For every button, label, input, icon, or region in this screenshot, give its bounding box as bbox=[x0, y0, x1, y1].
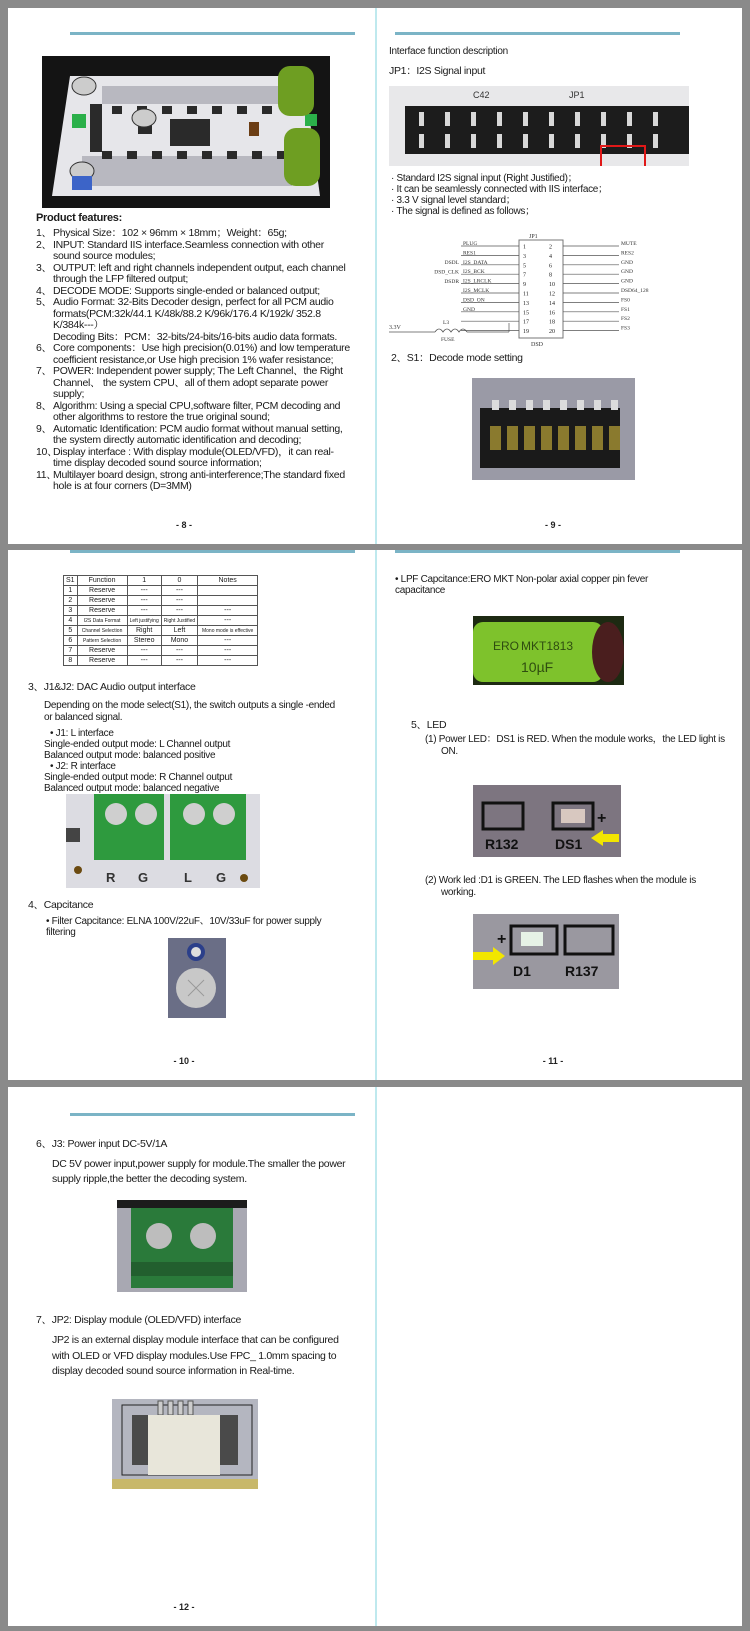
signal-label: MUTE bbox=[621, 241, 637, 247]
table-cell: Mono mode is effective bbox=[198, 626, 258, 636]
table-cell: Reserve bbox=[77, 656, 127, 666]
pin-number: 18 bbox=[549, 319, 555, 326]
jp1-pinout-diagram bbox=[389, 228, 689, 348]
table-cell: --- bbox=[198, 616, 258, 626]
header-pin bbox=[445, 134, 450, 148]
j1-j2-terminal-photo bbox=[66, 794, 260, 888]
table-cell: Channel Selection bbox=[77, 626, 127, 636]
s1-settings-table bbox=[63, 575, 258, 666]
feature-item: 8、 Algorithm: Using a special CPU,software filter, PCM decoding and other algorithms to restore the true original sound; bbox=[36, 399, 341, 423]
page-13-blank bbox=[377, 1087, 744, 1626]
terminal-label-g2: G bbox=[216, 870, 227, 885]
header-pin bbox=[653, 112, 658, 126]
header-pin bbox=[419, 112, 424, 126]
terminal-block-illustration bbox=[66, 794, 260, 888]
dip-switch-lever bbox=[541, 426, 552, 450]
feature-item: 7、 POWER: Independent power supply; The Left Channel、the Right Channel、 the system CPU、all of them adopt separate power supply; bbox=[36, 365, 343, 400]
jp2-title: 7、JP2: Display module (OLED/VFD) interface bbox=[36, 1314, 242, 1326]
bullet-item: · The signal is defined as follows； bbox=[391, 206, 535, 217]
table-cell: --- bbox=[127, 596, 161, 606]
header-pin bbox=[523, 134, 528, 148]
pin-number: 14 bbox=[549, 300, 555, 307]
mkt-capacitor-illustration bbox=[473, 616, 624, 685]
j3-power-terminal-photo bbox=[117, 1200, 247, 1292]
table-cell: I2S Data Format bbox=[77, 616, 127, 626]
feature-number: 1、 bbox=[36, 227, 52, 239]
pin-number: 4 bbox=[549, 253, 552, 260]
table-cell: 2 bbox=[64, 596, 78, 606]
table-cell: 7 bbox=[64, 646, 78, 656]
header-pin bbox=[471, 134, 476, 148]
dip-switch-lever bbox=[575, 426, 586, 450]
feature-number: 9、 bbox=[36, 422, 52, 435]
header-pin bbox=[497, 134, 502, 148]
feature-item: 4、 DECODE MODE: Supports single-ended or balanced output; bbox=[36, 284, 320, 297]
power-led-description: (1) Power LED：DS1 is RED. When the module works，the LED light is ON. bbox=[425, 734, 725, 757]
header-pin bbox=[653, 134, 658, 148]
jp1-title: JP1：I2S Signal input bbox=[389, 65, 486, 77]
fpc-connector-illustration bbox=[112, 1399, 258, 1489]
feature-item: 3、 OUTPUT: left and right channels independent output, each channel through the LFP filtered output; bbox=[36, 261, 346, 285]
table-cell: --- bbox=[127, 646, 161, 656]
power-led-photo bbox=[473, 785, 621, 857]
connector-header-label: JP1 bbox=[529, 234, 538, 240]
bullet-item: · 3.3 V signal level standard； bbox=[391, 195, 516, 206]
pin-number: 5 bbox=[523, 263, 526, 270]
r132-label: R132 bbox=[485, 836, 519, 852]
plus-label: + bbox=[497, 931, 507, 948]
signal-label: DSD64_128 bbox=[621, 288, 649, 294]
feature-item: Decoding Bits：PCM：32-bits/24-bits/16-bits audio data formats. bbox=[53, 330, 338, 343]
signal-label: GND bbox=[463, 306, 475, 313]
work-led-description: (2) Work led :D1 is GREEN. The LED flashes when the module is working. bbox=[425, 875, 696, 898]
table-row bbox=[64, 636, 258, 646]
header-rule bbox=[395, 550, 680, 553]
feature-number: 6、 bbox=[36, 342, 52, 354]
pin-number: 11 bbox=[523, 291, 529, 298]
table-cell: Right bbox=[127, 626, 161, 636]
pin-number: 3 bbox=[523, 253, 526, 260]
table-cell: Reserve bbox=[77, 586, 127, 596]
signal-label: GND bbox=[621, 278, 633, 285]
pin-number: 2 bbox=[549, 244, 552, 251]
table-cell: 3 bbox=[64, 606, 78, 616]
table-cell: --- bbox=[127, 656, 161, 666]
feature-item: 6、 Core components：Use high precision(0.01%) and low temperature coefficient resistance,or Use high precision 1% wafer resistance; bbox=[36, 342, 350, 366]
mkt-label: MKT1813 bbox=[521, 639, 574, 653]
page-number: - 12 - bbox=[173, 1602, 195, 1612]
spread-row-3 bbox=[8, 1087, 742, 1626]
page-9 bbox=[377, 8, 744, 544]
dip-switch-lever bbox=[524, 426, 535, 450]
dip-switch-lever bbox=[507, 426, 518, 450]
signal-label: FS2 bbox=[621, 316, 630, 323]
feature-number: 2、 bbox=[36, 238, 52, 251]
power-terminal-illustration bbox=[117, 1200, 247, 1292]
pin-number: 19 bbox=[523, 329, 529, 336]
pin-number: 6 bbox=[549, 263, 552, 270]
j3-description: DC 5V power input,power supply for module.The smaller the power supply ripple,the better the decoding system. bbox=[52, 1158, 346, 1185]
signal-label: GND bbox=[621, 259, 633, 266]
s1-dip-switch-photo bbox=[472, 378, 635, 480]
spread-row-2 bbox=[8, 550, 742, 1080]
header-rule bbox=[70, 550, 355, 553]
bullet-item: · It can be seamlessly connected with IIS interface； bbox=[391, 184, 608, 195]
plus-label: + bbox=[597, 810, 607, 827]
inductor-label: L3 bbox=[443, 320, 450, 326]
pin-number: 1 bbox=[523, 244, 526, 251]
header-pin bbox=[575, 112, 580, 126]
feature-number: 3、 bbox=[36, 261, 52, 274]
dsd-label: DSDR bbox=[444, 278, 459, 285]
table-row bbox=[64, 626, 258, 636]
feature-item: 10、 Display interface : With display module(OLED/VFD)，it can real-time display decoded sound source information; bbox=[36, 445, 334, 469]
table-cell: Left bbox=[161, 626, 197, 636]
table-cell: Pattern Selection bbox=[77, 636, 127, 646]
dip-switch-lever bbox=[490, 426, 501, 450]
table-cell: --- bbox=[161, 596, 197, 606]
led-title: 5、LED bbox=[411, 719, 447, 731]
feature-number: 8、 bbox=[36, 399, 52, 412]
table-cell: --- bbox=[161, 606, 197, 616]
value-label: 10µF bbox=[521, 659, 554, 675]
table-cell: --- bbox=[161, 646, 197, 656]
dip-switch-lever bbox=[592, 426, 603, 450]
header-rule bbox=[395, 32, 680, 35]
ero-label: ERO bbox=[493, 639, 520, 653]
feature-number: 5、 bbox=[36, 296, 52, 308]
s1-title: 2、S1：Decode mode setting bbox=[391, 352, 523, 364]
jp1-header-illustration bbox=[389, 86, 689, 166]
jp2-description: JP2 is an external display module interface that can be configured with OLED or VFD display modules.Use FPC_ 1.0mm spacing to display decoded sound source information in Real-time. bbox=[52, 1334, 339, 1377]
table-cell: 6 bbox=[64, 636, 78, 646]
d1-led-illustration bbox=[473, 914, 619, 989]
header-pin bbox=[549, 134, 554, 148]
signal-label: DSD_ON bbox=[463, 297, 485, 304]
table-cell: Left justifying bbox=[127, 616, 161, 626]
lpf-capacitor-photo bbox=[473, 616, 624, 685]
table-cell: Reserve bbox=[77, 596, 127, 606]
page-11 bbox=[377, 550, 744, 1080]
j3-title: 6、J3: Power input DC-5V/1A bbox=[36, 1138, 168, 1150]
table-cell: --- bbox=[198, 636, 258, 646]
dip-switch-illustration bbox=[472, 378, 635, 480]
pin-number: 17 bbox=[523, 319, 529, 326]
page-number: - 8 - bbox=[175, 520, 192, 530]
capacitor-illustration bbox=[168, 938, 226, 1018]
table-cell: Reserve bbox=[77, 646, 127, 656]
fuse-label: FUSE bbox=[441, 337, 455, 343]
table-cell: Stereo bbox=[127, 636, 161, 646]
table-cell: --- bbox=[198, 606, 258, 616]
r137-label: R137 bbox=[565, 963, 599, 979]
table-row bbox=[64, 616, 258, 626]
jp1-bullets bbox=[391, 173, 608, 217]
signal-label: RES2 bbox=[621, 250, 634, 257]
feature-item: 5、 Audio Format: 32-Bits Decoder design, perfect for all PCM audio formats(PCM:32k/44.1 K/48k/88.2 K/96k/176.4 K/192k/ 352.8 K/384k---） bbox=[36, 296, 334, 331]
arrow-icon bbox=[473, 947, 505, 965]
spread-row-1 bbox=[8, 8, 742, 544]
table-cell: --- bbox=[198, 656, 258, 666]
terminal-label-l: L bbox=[184, 870, 192, 885]
lpf-bullet: • LPF Capcitance:ERO MKT Non-polar axial copper pin fever capacitance bbox=[395, 574, 649, 596]
jp2-display-connector-photo bbox=[112, 1399, 258, 1489]
table-cell: --- bbox=[127, 586, 161, 596]
signal-label: I2S_LRCLK bbox=[463, 278, 492, 285]
j1j2-title: 3、J1&J2: DAC Audio output interface bbox=[28, 681, 196, 693]
signal-label: FS1 bbox=[621, 306, 630, 313]
signal-label: RES1 bbox=[463, 250, 476, 257]
d1-label: D1 bbox=[513, 963, 531, 979]
pin-number: 20 bbox=[549, 329, 555, 336]
signal-label: FS3 bbox=[621, 325, 630, 332]
dac-board-photo bbox=[42, 56, 330, 208]
work-led-photo bbox=[473, 914, 619, 989]
power-label: 3.3V bbox=[389, 325, 401, 331]
header-pin bbox=[575, 134, 580, 148]
terminal-label-r: R bbox=[106, 870, 116, 885]
table-row bbox=[64, 596, 258, 606]
ds1-label: DS1 bbox=[555, 836, 583, 852]
signal-label: PLUG bbox=[463, 241, 478, 247]
table-row bbox=[64, 586, 258, 596]
arrow-icon bbox=[591, 830, 619, 846]
table-cell bbox=[198, 596, 258, 606]
header-pin bbox=[497, 112, 502, 126]
features-title: Product features: bbox=[36, 212, 122, 224]
feature-item: 9、 Automatic Identification: PCM audio format without manual setting, the system directly automatic identification and decoding; bbox=[36, 422, 343, 446]
page-10 bbox=[8, 550, 375, 1080]
feature-number: 7、 bbox=[36, 365, 52, 377]
signal-label: GND bbox=[621, 269, 633, 276]
signal-label: FS0 bbox=[621, 297, 630, 304]
page-8 bbox=[8, 8, 375, 544]
pin-number: 16 bbox=[549, 310, 555, 317]
feature-number: 11、 bbox=[36, 468, 57, 481]
signal-label: I2S_BCK bbox=[463, 269, 485, 276]
table-header-row: S1 Function 1 0 Notes bbox=[64, 576, 258, 586]
table-row bbox=[64, 646, 258, 656]
page-number: - 11 - bbox=[542, 1056, 564, 1066]
header-pin bbox=[471, 112, 476, 126]
table-cell: --- bbox=[161, 586, 197, 596]
jp1-label: JP1 bbox=[569, 90, 585, 100]
table-cell: Reserve bbox=[77, 606, 127, 616]
capacitance-title: 4、Capcitance bbox=[28, 899, 94, 911]
table-cell: --- bbox=[127, 606, 161, 616]
feature-item: 11、 Multilayer board design, strong anti-interference;The standard fixed hole is at four corners (D=3MM) bbox=[36, 468, 345, 492]
table-row bbox=[64, 656, 258, 666]
pin-number: 12 bbox=[549, 291, 555, 298]
header-pin bbox=[445, 112, 450, 126]
connector-footer-label: DSD bbox=[531, 342, 544, 348]
header-pin bbox=[627, 112, 632, 126]
table-cell: --- bbox=[161, 656, 197, 666]
feature-item: 2、 INPUT: Standard IIS interface.Seamless connection with other sound source modules; bbox=[36, 238, 324, 262]
pin-number: 9 bbox=[523, 282, 526, 289]
pin-number: 8 bbox=[549, 272, 552, 279]
dac-board-illustration bbox=[42, 56, 330, 208]
table-cell: Right Justified bbox=[161, 616, 197, 626]
header-pin bbox=[549, 112, 554, 126]
header-pin bbox=[419, 134, 424, 148]
dsd-label: DSD_CLK bbox=[434, 269, 459, 276]
feature-number: 4、 bbox=[36, 284, 52, 297]
jp1-connector-photo bbox=[389, 86, 689, 166]
header-pin bbox=[601, 112, 606, 126]
header-pin bbox=[523, 112, 528, 126]
header-rule bbox=[70, 32, 355, 35]
features-list bbox=[36, 228, 352, 493]
feature-number: 10、 bbox=[36, 445, 58, 458]
table-cell: 5 bbox=[64, 626, 78, 636]
table-cell: --- bbox=[198, 646, 258, 656]
pin-number: 10 bbox=[549, 282, 555, 289]
table-cell bbox=[198, 586, 258, 596]
dsd-label: DSDL bbox=[444, 260, 459, 266]
dip-switch-lever bbox=[558, 426, 569, 450]
page-number: - 10 - bbox=[173, 1056, 195, 1066]
j1j2-details: • J1: L interface Single-ended output mode: L Channel output Balanced output mode: balanced positive • J2: R interface Single-ended output mode: R Channel output Balanced output mode: balanced negative bbox=[44, 728, 233, 794]
pin-number: 15 bbox=[523, 310, 529, 317]
signal-label: I2S_DATA bbox=[463, 259, 488, 266]
pin-number: 7 bbox=[523, 272, 526, 279]
bullet-item: · Standard I2S signal input (Right Justified)； bbox=[391, 173, 578, 184]
dip-switch-lever bbox=[609, 426, 620, 450]
page-12 bbox=[8, 1087, 375, 1626]
table-cell: 1 bbox=[64, 586, 78, 596]
table-cell: Mono bbox=[161, 636, 197, 646]
feature-item: 1、 Physical Size：102 × 96mm × 18mm；Weight：65g; bbox=[36, 227, 287, 239]
filter-capacitor-photo bbox=[168, 938, 226, 1018]
section-title: Interface function description bbox=[389, 46, 508, 57]
table-row bbox=[64, 606, 258, 616]
j1j2-description: Depending on the mode select(S1), the switch outputs a single -ended or balanced signal. bbox=[44, 700, 335, 723]
c42-label: C42 bbox=[473, 90, 490, 100]
terminal-label-g: G bbox=[138, 870, 149, 885]
capacitance-bullet: • Filter Capcitance: ELNA 100V/22uF、10V/33uF for power supply filtering bbox=[46, 916, 322, 938]
ds1-led-illustration bbox=[473, 785, 621, 857]
page-number: - 9 - bbox=[544, 520, 561, 530]
pin-number: 13 bbox=[523, 300, 529, 307]
table-cell: 4 bbox=[64, 616, 78, 626]
header-rule bbox=[70, 1113, 355, 1116]
table-cell: 8 bbox=[64, 656, 78, 666]
signal-label: I2S_MCLK bbox=[463, 288, 490, 294]
